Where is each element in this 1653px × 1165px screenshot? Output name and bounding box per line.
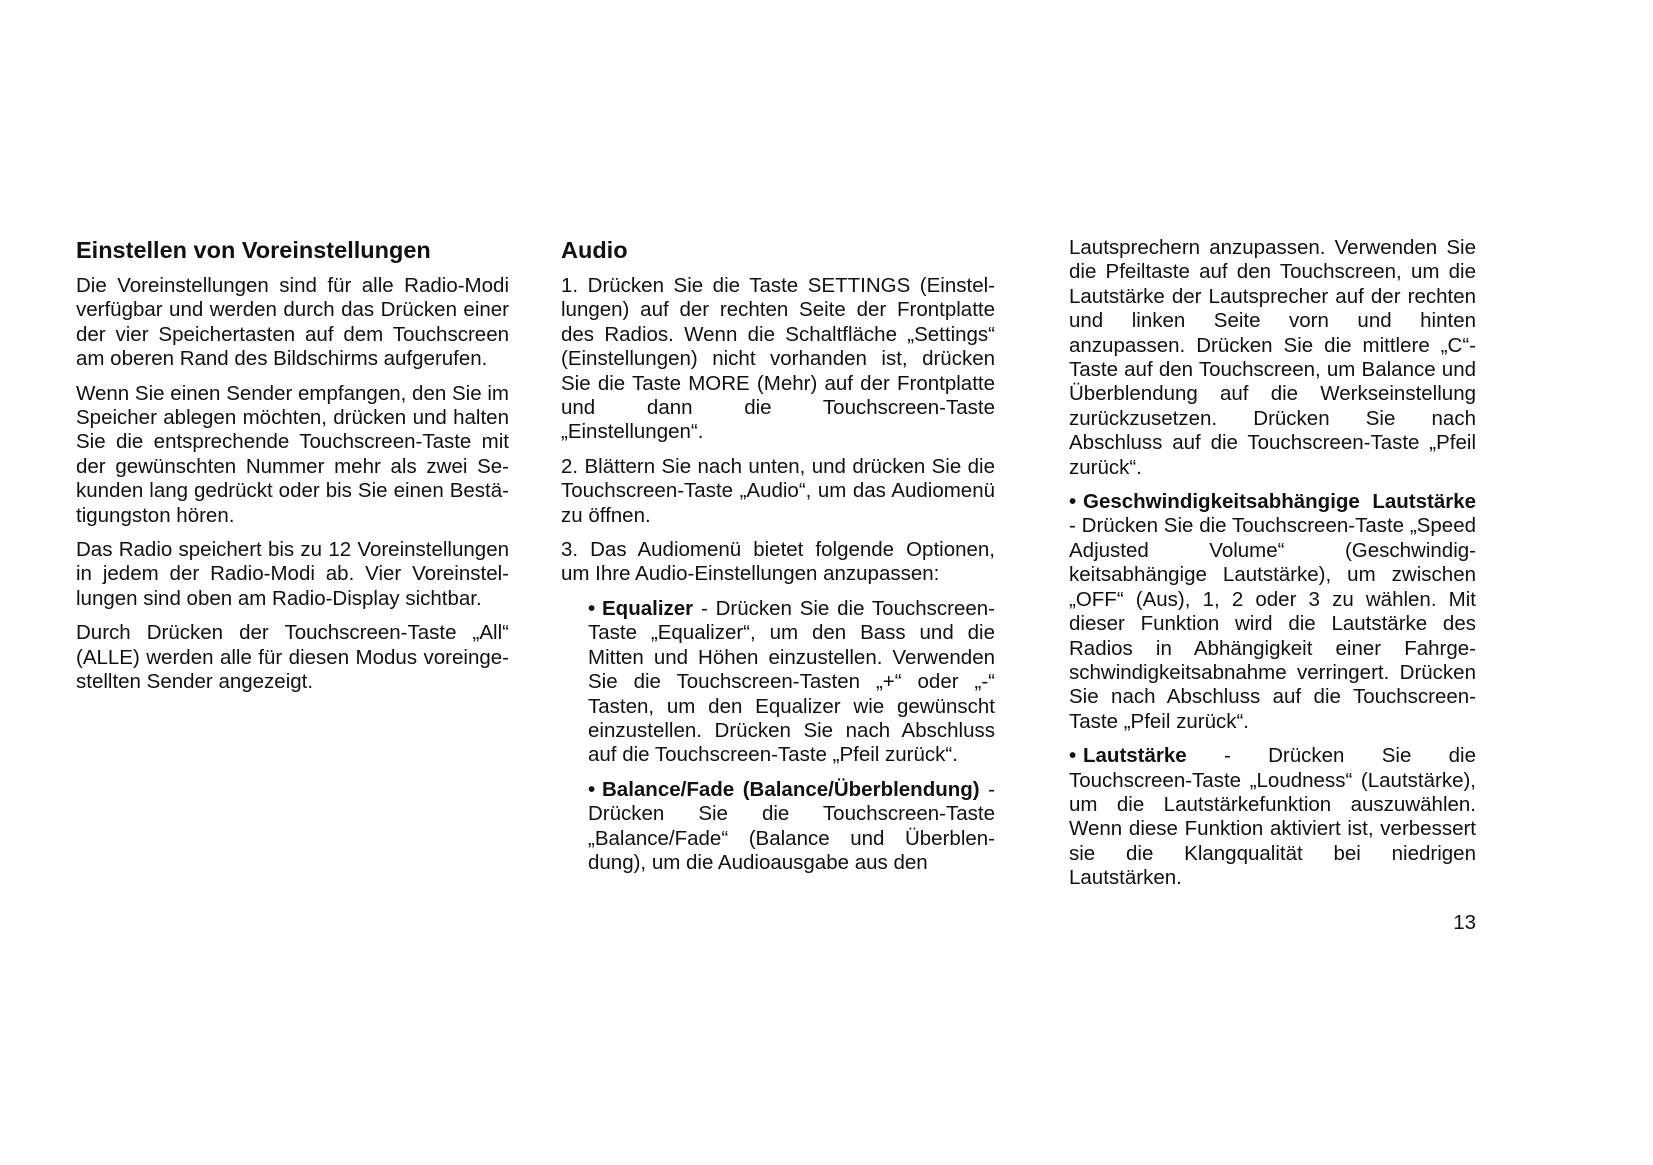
bullet-term: Balance/Fade (Balance/Überblendung) — [602, 777, 980, 801]
paragraph: Die Voreinstellungen sind für alle Radio-Modi verfügbar und werden durch das Drücken einer der vier Speichertasten auf dem Touchscreen am oberen Rand des Bildschirms aufgerufen. — [76, 274, 509, 371]
numbered-step: 3. Das Audiomenü bietet folgende Optionen, um Ihre Audio-Einstellungen anzupassen: — [561, 538, 995, 586]
bullet-marker: • — [1069, 490, 1077, 514]
left-column — [76, 236, 509, 705]
bullet-term: Equalizer — [602, 596, 694, 620]
paragraph: Das Radio speichert bis zu 12 Voreinstellungen in jedem der Radio-Modi ab. Vier Voreinstellungen sind oben am Radio-Display sichtbar. — [76, 538, 509, 610]
bullet-text: - Drücken Sie die Touchscreen-Taste „Equalizer“, um den Bass und die Mitten und Höhen einzustellen. Verwenden Sie die Touchscreen-Tasten „+“ oder „-“ Tasten, um den Equalizer wie gewünscht einzustellen. Drücken Sie nach Abschluss auf die Touchscreen-Taste „Pfeil zurück“. — [588, 596, 995, 767]
bullet-marker: • — [1069, 744, 1077, 768]
bullet-text: - Drücken Sie die Touchscreen-Taste „Balance/Fade“ (Balance und Überblendung), um die Audioausgabe aus den — [588, 777, 995, 874]
bullet-text: - Drücken Sie die Touchscreen-Taste „Speed Adjusted Volume“ (Geschwindigkeitsabhängige Lautstärke), um zwischen „OFF“ (Aus), 1, 2 oder 3 zu wählen. Mit dieser Funktion wird die Lautstärke des Radios in Abhängigkeit einer Fahrgeschwindigkeitsabnahme verringert. Drücken Sie nach Abschluss auf die Touchscreen-Taste „Pfeil zurück“. — [1069, 514, 1476, 733]
bullet-term: Geschwindigkeitsabhängige Lautstärke — [1083, 490, 1476, 514]
bullet-marker: • — [588, 777, 596, 801]
bullet-text: - Drücken Sie die Touchscreen-Taste „Loudness“ (Lautstärke), um die Lautstärkefunktion auszuwählen. Wenn diese Funktion aktiviert ist, verbessert sie die Klangqualität bei niedrigen Lautstärken. — [1069, 744, 1476, 890]
bullet-item — [588, 597, 995, 768]
section-heading-presets: Einstellen von Voreinstellungen — [76, 237, 431, 263]
bullet-marker: • — [588, 596, 596, 620]
paragraph: Durch Drücken der Touchscreen-Taste „All“ (ALLE) werden alle für diesen Modus voreingestellten Sender angezeigt. — [76, 621, 509, 694]
page-number: 13 — [1453, 911, 1476, 934]
section-heading-audio: Audio — [561, 237, 628, 263]
continued-paragraph: Lautsprechern anzupassen. Verwenden Sie die Pfeiltaste auf den Touchscreen, um die Lautstärke der Lautsprecher auf der rechten und linken Seite vorn und hinten anzupassen. Drücken Sie die mittlere „C“-Taste auf den Touchscreen, um Balance und Überblendung auf die Werkseinstellung zurückzusetzen. Drücken Sie nach Abschluss auf die Touchscreen-Taste „Pfeil zurück“. — [1069, 236, 1476, 479]
bullet-term: Lautstärke — [1083, 744, 1187, 768]
bullet-item — [588, 778, 995, 876]
numbered-step: 2. Blättern Sie nach unten, und drücken Sie die Touchscreen-Taste „Audio“, um das Audiomenü zu öffnen. — [561, 454, 995, 527]
middle-column — [561, 236, 995, 885]
bullet-item — [1069, 490, 1476, 734]
right-column — [1069, 236, 1476, 901]
numbered-step: 1. Drücken Sie die Taste SETTINGS (Einstellungen) auf der rechten Seite der Frontplatte des Radios. Wenn die Schaltfläche „Settings“ (Einstellungen) nicht vorhanden ist, drücken Sie die Taste MORE (Mehr) auf der Frontplatte und dann die Touchscreen-Taste „Einstellungen“. — [561, 274, 995, 444]
bullet-item — [1069, 744, 1476, 890]
paragraph: Wenn Sie einen Sender empfangen, den Sie im Speicher ablegen möchten, drücken und halten Sie die entsprechende Touchscreen-Taste mit der gewünschten Nummer mehr als zwei Sekunden lang gedrückt oder bis Sie einen Bestätigungston hören. — [76, 381, 509, 527]
